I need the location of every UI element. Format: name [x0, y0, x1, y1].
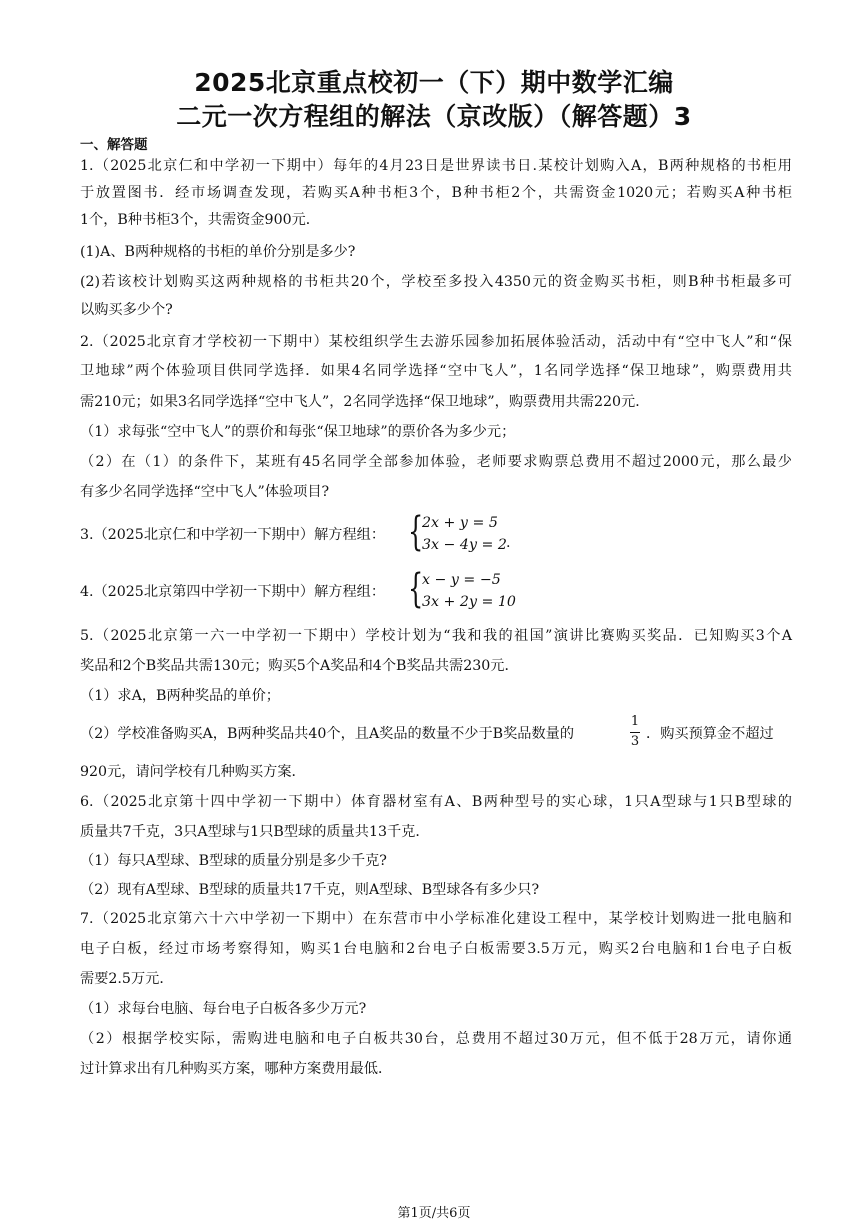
q2-text-line1: 2.（2025北京育才学校初一下期中）某校组织学生去游乐园参加拓展体验活动，活动中有“空中飞人”和“保	[80, 334, 792, 350]
q4-label: 4.（2025北京第四中学初一下期中）解方程组：	[80, 584, 386, 600]
q1-subquestion-1: (1)A、B两种规格的书柜的单价分别是多少?	[80, 244, 356, 260]
q1-text-line3: 1个，B种书柜3个，共需资金900元．	[80, 212, 320, 228]
page-number: 第1页/共6页	[397, 1206, 471, 1221]
q2-subquestion-2-line2: 有多少名同学选择“空中飞人”体验项目?	[80, 484, 330, 500]
q3-equation-2: 3x − 4y = 2	[422, 537, 507, 553]
q7-text-line3: 需要2.5万元．	[80, 971, 174, 987]
q7-text-line2: 电子白板，经过市场考察得知，购买1台电脑和2台电子白板需要3.5万元，购买2台电脑和1台电子白板	[80, 941, 792, 957]
q7-text-line1: 7.（2025北京第六十六中学初一下期中）在东营市中小学标准化建设工程中，某学校计划购进一批电脑和	[80, 911, 792, 927]
q2-text-line3: 需210元；如果3名同学选择“空中飞人”，2名同学选择“保卫地球”，购票费用共需220元．	[80, 394, 650, 410]
q3-period: .	[506, 535, 511, 551]
q4-equation-1: x − y = −5	[422, 572, 501, 588]
q2-subquestion-2-line1: （2）在（1）的条件下，某班有45名同学全部参加体验，老师要求购票总费用不超过2000元，那么最少	[80, 454, 792, 470]
q7-subquestion-2-line1: （2）根据学校实际，需购进电脑和电子白板共30台，总费用不超过30万元，但不低于28万元，请你通	[80, 1031, 792, 1047]
q6-subquestion-2: （2）现有A型球、B型球的质量共17千克，则A型球、B型球各有多少只?	[80, 882, 540, 898]
fraction-denominator: 3	[630, 734, 640, 749]
q5-subquestion-2-part2: ．购买预算金不超过	[646, 726, 774, 742]
brace-symbol: {	[408, 566, 424, 612]
section-heading: 一、解答题	[80, 137, 148, 153]
brace-symbol: {	[408, 509, 424, 555]
fraction-bar	[630, 732, 640, 733]
q2-text-line2: 卫地球”两个体验项目供同学选择．如果4名同学选择“空中飞人”，1名同学选择“保卫地球”，购票费用共	[80, 363, 792, 379]
fraction-numerator: 1	[630, 714, 640, 729]
q6-subquestion-1: （1）每只A型球、B型球的质量分别是多少千克?	[80, 853, 387, 869]
q3-label: 3.（2025北京仁和中学初一下期中）解方程组：	[80, 527, 386, 543]
q4-equation-2: 3x + 2y = 10	[422, 594, 516, 610]
q2-subquestion-1: （1）求每张“空中飞人”的票价和每张“保卫地球”的票价各为多少元；	[80, 424, 516, 440]
q1-subquestion-2-line2: 以购买多少个?	[80, 302, 173, 318]
q6-text-line1: 6.（2025北京第十四中学初一下期中）体育器材室有A、B两种型号的实心球，1只A型球与1只B型球的	[80, 794, 792, 810]
page-title: 2025北京重点校初一（下）期中数学汇编	[194, 68, 674, 97]
q7-subquestion-2-line2: 过计算求出有几种购买方案，哪种方案费用最低．	[80, 1061, 393, 1077]
q1-text-line1: 1.（2025北京仁和中学初一下期中）每年的4月23日是世界读书日.某校计划购入A，B两种规格的书柜用	[80, 158, 792, 174]
q1-subquestion-2-line1: (2)若该校计划购买这两种规格的书柜共20个，学校至多投入4350元的资金购买书柜，则B种书柜最多可	[80, 274, 792, 290]
q5-subquestion-2-part1: （2）学校准备购买A，B两种奖品共40个，且A奖品的数量不少于B奖品数量的	[80, 726, 575, 742]
q5-text-line2: 奖品和2个B奖品共需130元；购买5个A奖品和4个B奖品共需230元．	[80, 658, 519, 674]
q3-equation-1: 2x + y = 5	[422, 515, 498, 531]
q7-subquestion-1: （1）求每台电脑、每台电子白板各多少万元?	[80, 1001, 367, 1017]
q5-subquestion-2-line2: 920元，请问学校有几种购买方案．	[80, 764, 306, 780]
q6-text-line2: 质量共7千克，3只A型球与1只B型球的质量共13千克．	[80, 824, 430, 840]
q1-text-line2: 于放置图书．经市场调查发现，若购买A种书柜3个，B种书柜2个，共需资金1020元；若购买A种书柜	[80, 185, 792, 201]
page-subtitle: 二元一次方程组的解法（京改版）（解答题）3	[176, 102, 692, 131]
q5-text-line1: 5.（2025北京第一六一中学初一下期中）学校计划为“我和我的祖国”演讲比赛购买奖品．已知购买3个A	[80, 628, 792, 644]
q5-subquestion-1: （1）求A，B两种奖品的单价；	[80, 688, 280, 704]
